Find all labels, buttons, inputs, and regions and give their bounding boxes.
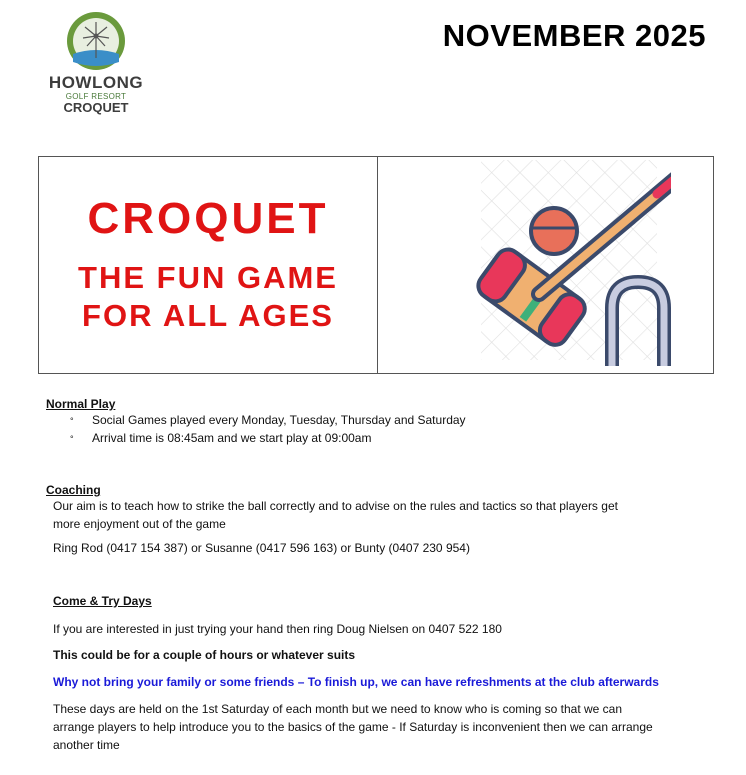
normal-play-heading: Normal Play	[46, 397, 116, 411]
logo-line-3: CROQUET	[63, 100, 129, 115]
bullet-1: °	[70, 416, 74, 426]
come-try-para-line-3: another time	[53, 738, 120, 752]
banner-subtitle-1: THE FUN GAME	[78, 260, 338, 295]
croquet-mallet-ball-hoop-icon	[421, 158, 671, 372]
banner-subtitle-2: FOR ALL AGES	[82, 298, 334, 333]
come-try-line-1: If you are interested in just trying your hand then ring Doug Nielsen on 0407 522 180	[53, 622, 502, 636]
bullet-2: °	[70, 434, 74, 444]
banner-text	[39, 157, 378, 373]
come-try-line-2: This could be for a couple of hours or whatever suits	[53, 648, 356, 662]
logo-line-2: GOLF RESORT	[65, 92, 127, 101]
month-heading: NOVEMBER 2025	[442, 18, 706, 53]
banner	[38, 156, 714, 374]
come-try-heading: Come & Try Days	[53, 594, 152, 608]
come-try-line-3: Why not bring your family or some friends – To finish up, we can have refreshments at the club afterwards	[53, 675, 659, 689]
coaching-aim-line-1: Our aim is to teach how to strike the ball correctly and to advise on the rules and tactics so that players get	[53, 499, 618, 513]
come-try-para-line-1: These days are held on the 1st Saturday of each month but we need to know who is coming so that we can	[53, 702, 623, 716]
logo-line-1: HOWLONG	[48, 73, 144, 92]
coaching-aim-line-2: more enjoyment out of the game	[53, 517, 226, 531]
coaching-contacts: Ring Rod (0417 154 387) or Susanne (0417 596 163) or Bunty (0407 230 954)	[53, 541, 470, 555]
banner-title: CROQUET	[87, 194, 329, 243]
normal-play-item-1: Social Games played every Monday, Tuesday, Thursday and Saturday	[92, 413, 466, 427]
coaching-heading: Coaching	[46, 483, 101, 497]
club-logo	[44, 10, 148, 120]
normal-play-item-2: Arrival time is 08:45am and we start play at 09:00am	[92, 431, 372, 445]
windmill-logo-icon	[65, 10, 127, 72]
come-try-para-line-2: arrange players to help introduce you to the basics of the game - If Saturday is inconvenient then we can arrange	[53, 720, 653, 734]
banner-illustration	[378, 157, 713, 373]
